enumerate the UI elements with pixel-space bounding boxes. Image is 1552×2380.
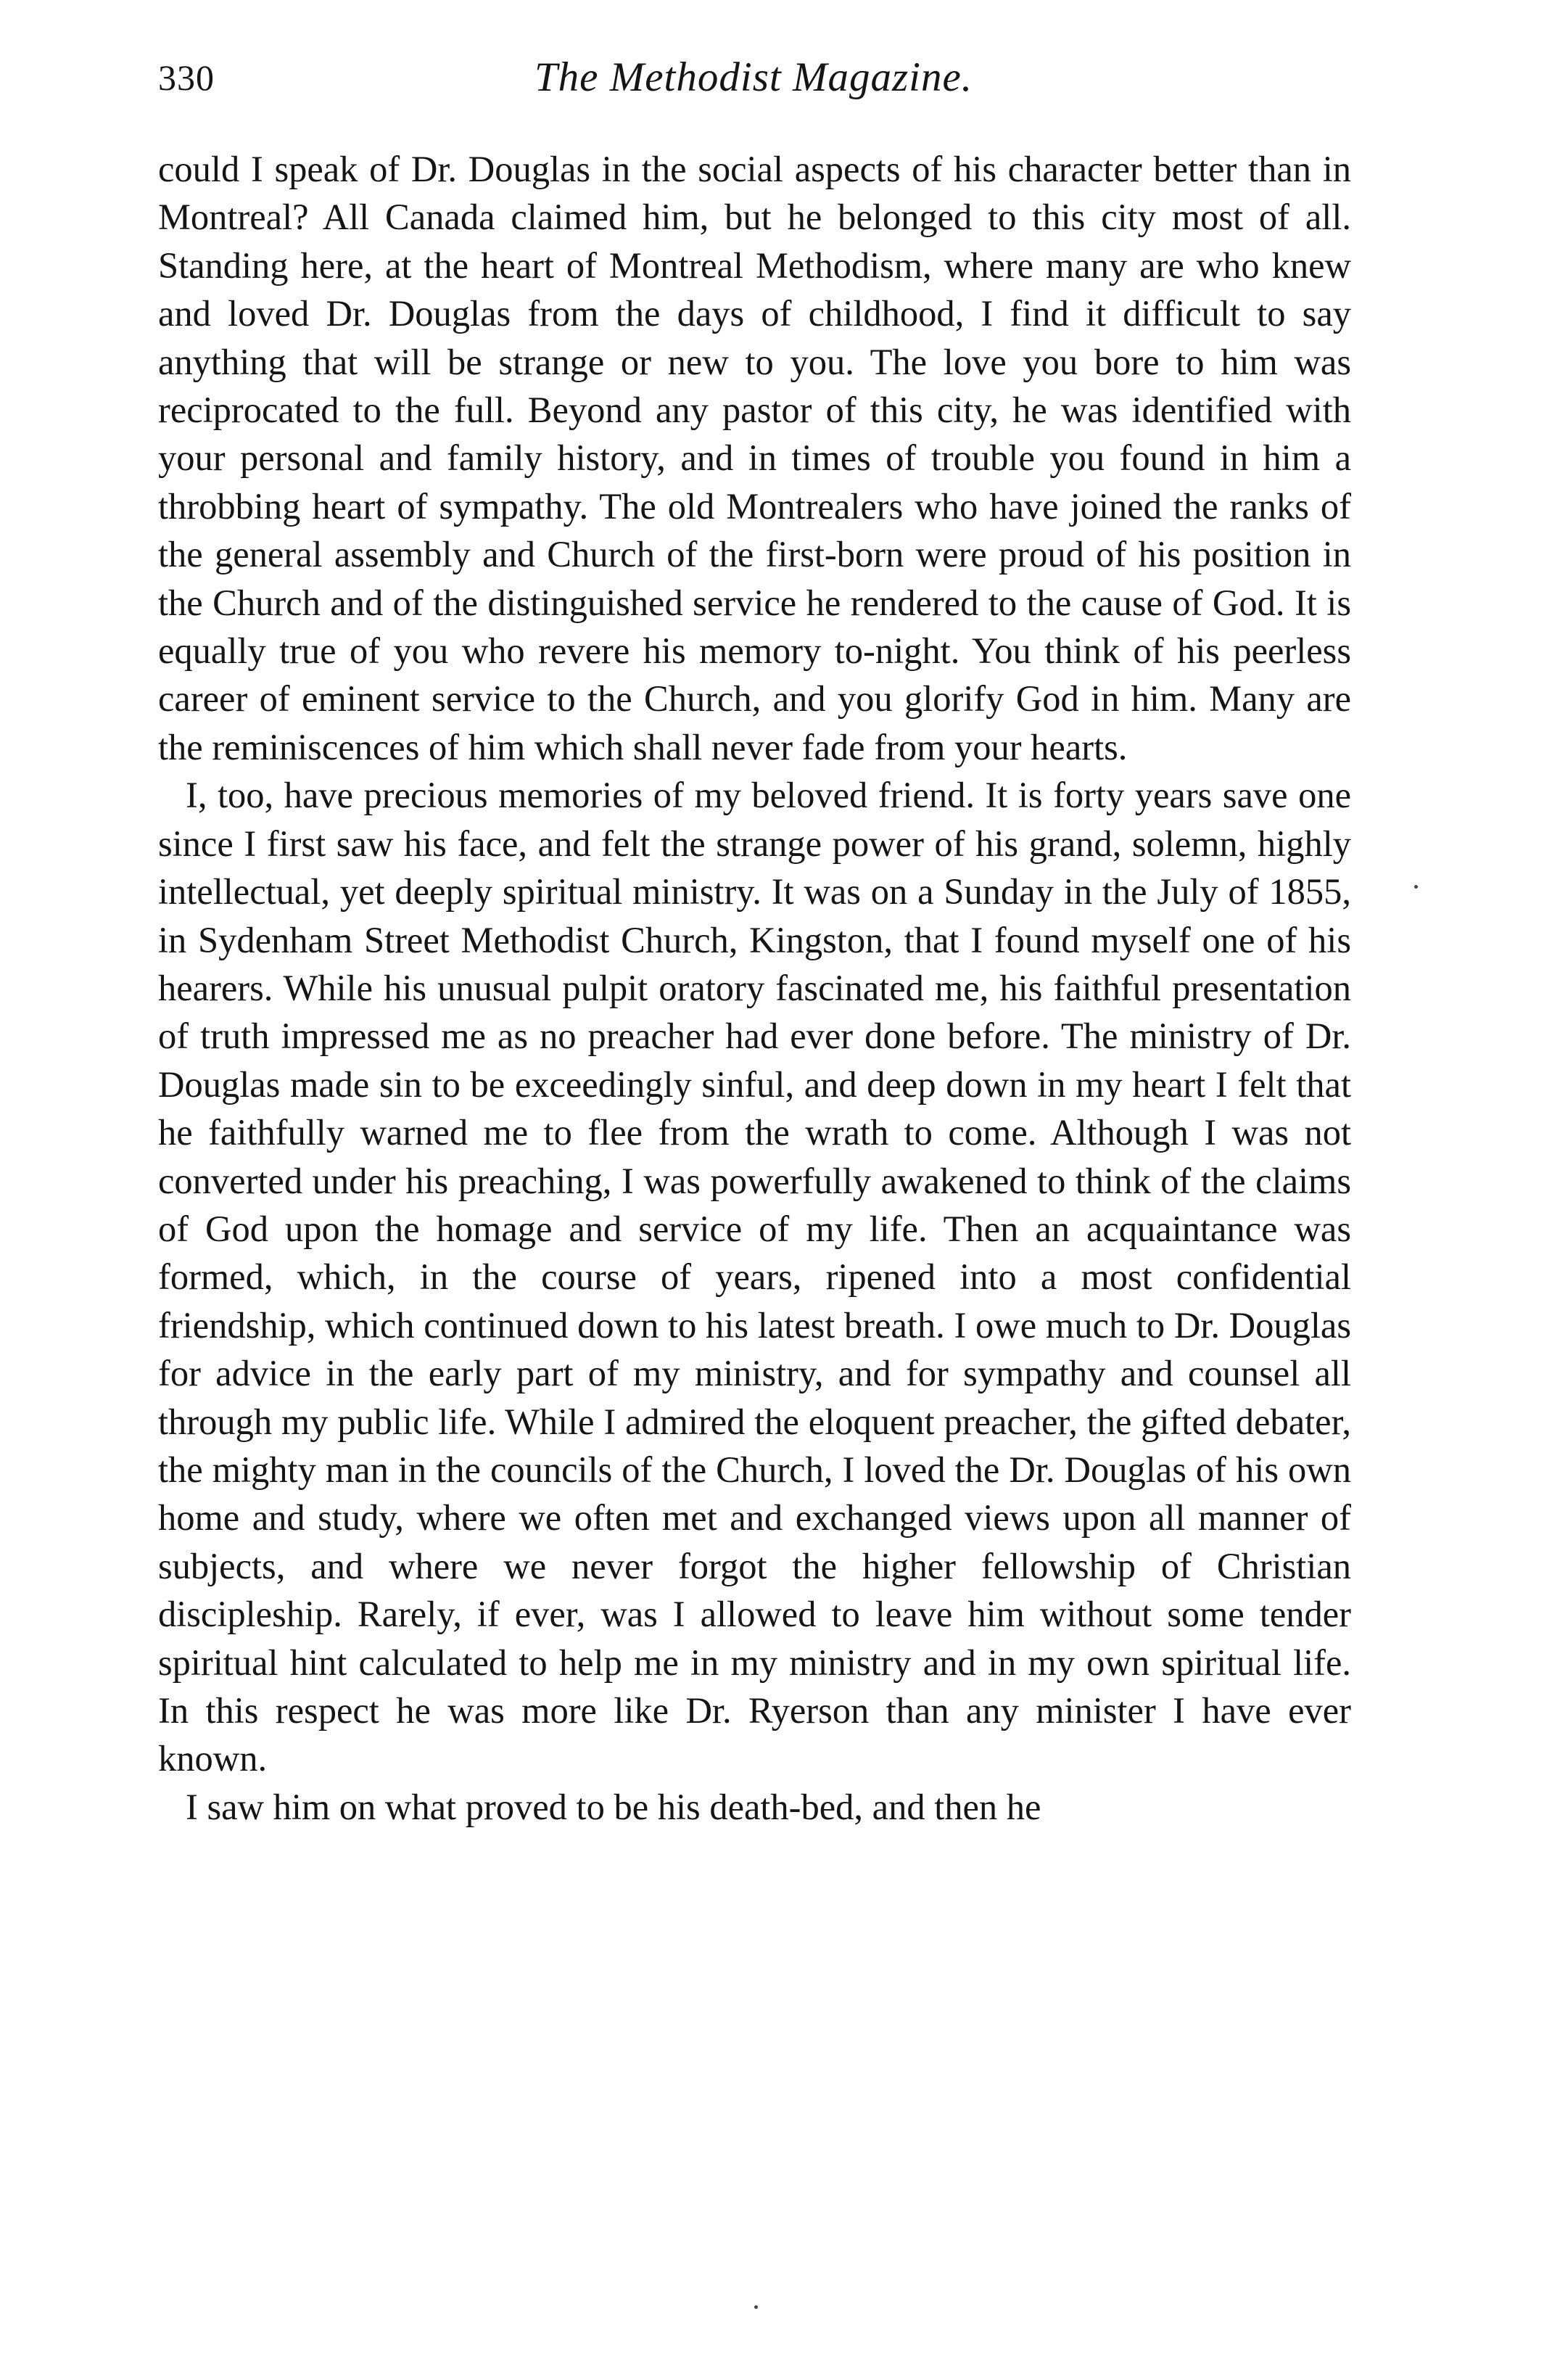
journal-title: The Methodist Magazine. — [534, 54, 973, 100]
page-number: 330 — [158, 57, 215, 98]
paragraph-memories: I, too, have precious memories of my beloved friend. It is forty years save one since I first saw his face, and felt the strange power of his grand, solemn, highly intellectual, yet deeply spiritual ministry. It was on a Sunday in the July of 1855, in Sydenham Street Methodist Church, Kingston, that I found myself one of his hearers. While his unusual pulpit oratory fascinated me, his faithful presentation of truth impressed me as no preacher had ever done before. The ministry of Dr. Douglas made sin to be exceedingly sinful, and deep down in my heart I felt that he faithfully warned me to flee from the wrath to come. Although I was not converted under his preaching, I was powerfully awakened to think of the claims of God upon the homage and service of my life. Then an acquaintance was formed, which, in the course of years, ripened into a most confidential friendship, which continued down to his latest breath. I owe much to Dr. Douglas for advice in the early part of my ministry, and for sympathy and counsel all through my public life. While I admired the eloquent preacher, the gifted debater, the mighty man in the councils of the Church, I loved the Dr. Douglas of his own home and study, where we often met and exchanged views upon all manner of subjects, and where we never forgot the higher fellowship of Christian discipleship. Rarely, if ever, was I allowed to leave him without some tender spiritual hint calculated to help me in my ministry and in my own spiritual life. In this respect he was more like Dr. Ryerson than any minister I have ever known. — [158, 775, 1351, 1779]
article-body — [158, 145, 1351, 1831]
ink-speck — [754, 2305, 758, 2309]
paragraph-continued: could I speak of Dr. Douglas in the social aspects of his character better than in Montreal? All Canada claimed him, but he belonged to this city most of all. Standing here, at the heart of Montreal Methodism, where many are who knew and loved Dr. Douglas from the days of childhood, I find it difficult to say anything that will be strange or new to you. The love you bore to him was reciprocated to the full. Beyond any pastor of this city, he was identified with your personal and family history, and in times of trouble you found in him a throbbing heart of sympathy. The old Montrealers who have joined the ranks of the general assembly and Church of the first-born were proud of his position in the Church and of the distinguished service he rendered to the cause of God. It is equally true of you who revere his memory to-night. You think of his peerless career of eminent service to the Church, and you glorify God in him. Many are the reminiscences of him which shall never fade from your hearts. — [158, 149, 1351, 767]
ink-speck — [1414, 885, 1418, 889]
running-head — [158, 42, 1349, 115]
paragraph-death-bed: I saw him on what proved to be his death-bed, and then he — [186, 1786, 1041, 1827]
